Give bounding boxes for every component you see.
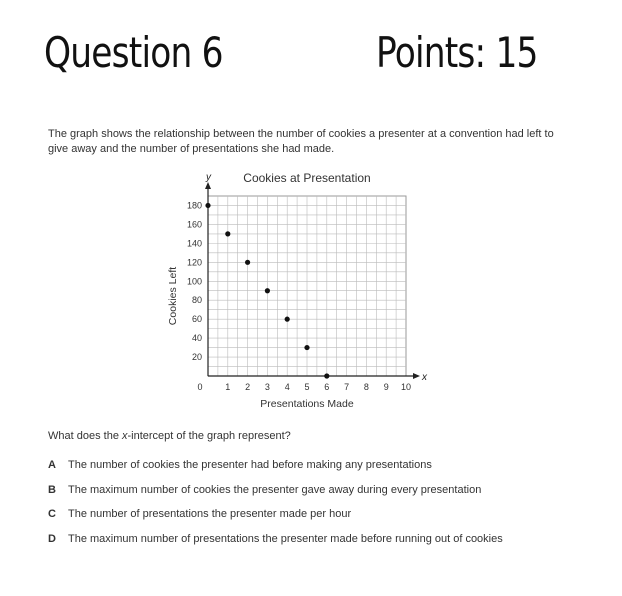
x-tick-label: 7 — [344, 382, 350, 392]
data-point — [324, 373, 329, 378]
y-tick-label: 40 — [191, 333, 202, 344]
origin-label: 0 — [197, 382, 203, 392]
y-tick-label: 120 — [186, 257, 202, 268]
choice-text: The maximum number of cookies the presenter gave away during every presentation — [68, 484, 482, 496]
y-axis-letter: y — [206, 172, 211, 183]
choice-text: The maximum number of presentations the presenter made before running out of cookies — [68, 533, 503, 545]
chart — [160, 168, 427, 413]
x-axis-letter: x — [422, 372, 427, 383]
choice-text: The number of cookies the presenter had before making any presentations — [68, 459, 432, 471]
choice-letter: C — [48, 508, 56, 520]
question-variable: x — [122, 430, 128, 442]
y-tick-label: 180 — [186, 200, 202, 211]
points-label: Points: 15 — [376, 28, 538, 77]
data-point — [205, 203, 210, 208]
x-axis-arrow — [413, 373, 420, 379]
chart-title: Cookies at Presentation — [243, 171, 371, 185]
x-tick-label: 4 — [284, 382, 290, 392]
x-tick-label: 2 — [245, 382, 251, 392]
x-tick-label: 8 — [363, 382, 369, 392]
x-tick-label: 1 — [225, 382, 231, 392]
data-point — [265, 288, 270, 293]
x-tick-label: 10 — [400, 382, 412, 392]
x-tick-label: 9 — [383, 382, 389, 392]
x-tick-label: 3 — [264, 382, 270, 392]
y-tick-label: 100 — [186, 276, 202, 287]
y-axis-title: Cookies Left — [167, 266, 179, 326]
choice-text: The number of presentations the presenter made per hour — [68, 508, 352, 520]
question-text-after: -intercept of the graph represent? — [127, 430, 291, 442]
choice-letter: B — [48, 484, 56, 496]
y-axis-arrow — [205, 182, 211, 189]
question-text — [48, 430, 291, 442]
y-tick-label: 20 — [191, 352, 202, 363]
y-tick-label: 140 — [186, 238, 202, 249]
prompt-text: The graph shows the relationship between the number of cookies a presenter at a convention had left to give away and the number of presentations she had made. — [48, 128, 554, 155]
data-point — [225, 231, 230, 236]
chart-svg — [160, 168, 427, 413]
x-tick-label: 6 — [324, 382, 330, 392]
question-title: Question 6 — [44, 28, 223, 77]
question-text-before: What does the — [48, 430, 122, 442]
y-tick-label: 80 — [191, 295, 202, 306]
choice-letter: D — [48, 533, 56, 545]
data-point — [245, 260, 250, 265]
y-tick-label: 60 — [191, 314, 202, 325]
data-point — [285, 317, 290, 322]
choice-letter: A — [48, 459, 56, 471]
x-axis-title: Presentations Made — [260, 398, 354, 410]
data-point — [304, 345, 309, 350]
y-tick-label: 160 — [186, 219, 202, 230]
x-tick-label: 5 — [304, 382, 310, 392]
